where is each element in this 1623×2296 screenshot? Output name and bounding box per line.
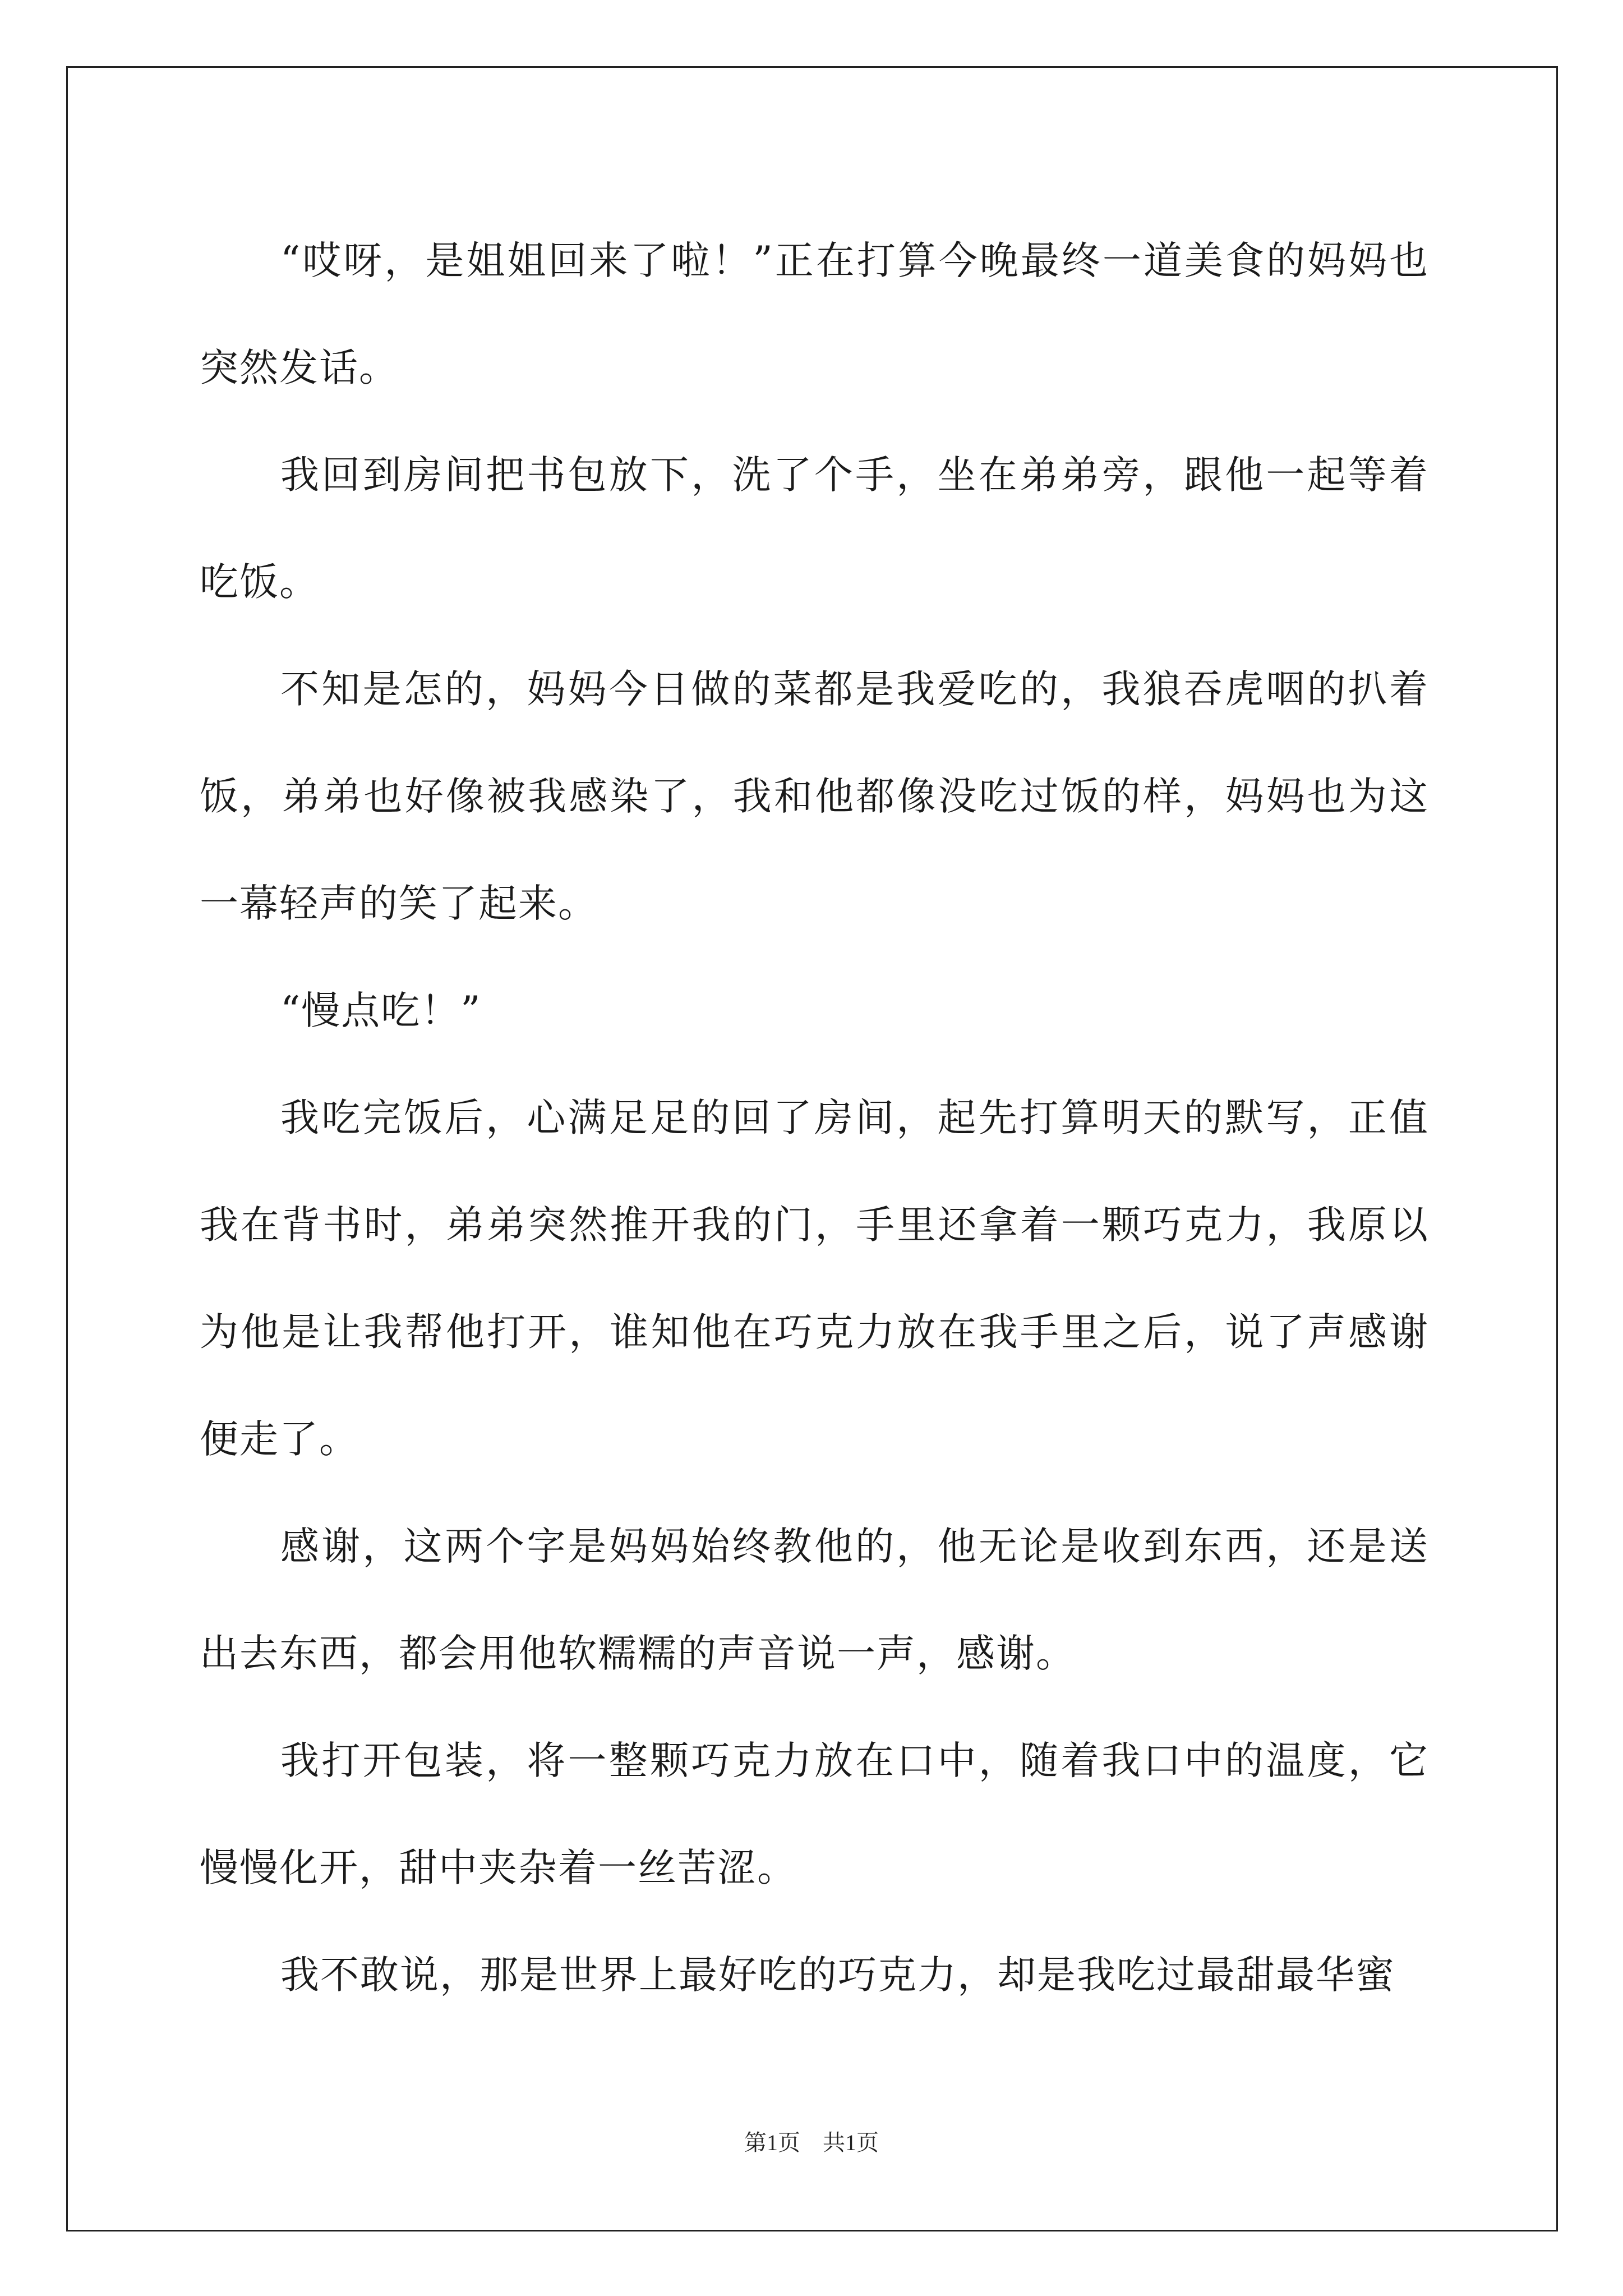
page-footer — [0, 2125, 1623, 2157]
paragraph: 不知是怎的，妈妈今日做的菜都是我爱吃的，我狼吞虎咽的扒着饭，弟弟也好像被我感染了，我和他都像没吃过饭的样，妈妈也为这一幕轻声的笑了起来。 — [200, 667, 1429, 926]
paragraph: 我打开包装，将一整颗巧克力放在口中，随着我口中的温度，它慢慢化开，甜中夹杂着一丝苦涩。 — [200, 1738, 1429, 1890]
page-total: 共1页 — [823, 2130, 879, 2155]
paragraph: 我不敢说，那是世界上最好吃的巧克力，却是我吃过最甜最华蜜 — [280, 1953, 1395, 1998]
paragraph: “慢点吃！” — [280, 988, 482, 1033]
paragraph: 感谢，这两个字是妈妈始终教他的，他无论是收到东西，还是送出去东西，都会用他软糯糯的声音说一声，感谢。 — [200, 1524, 1429, 1676]
page-number: 第1页 — [744, 2130, 800, 2155]
document-body — [200, 208, 1429, 2029]
paragraph: 我回到房间把书包放下，洗了个手，坐在弟弟旁，跟他一起等着吃饭。 — [200, 453, 1429, 605]
paragraph: 我吃完饭后，心满足足的回了房间，起先打算明天的默写，正值我在背书时，弟弟突然推开我的门，手里还拿着一颗巧克力，我原以为他是让我帮他打开，谁知他在巧克力放在我手里之后，说了声感谢便走了。 — [200, 1096, 1429, 1462]
paragraph: “哎呀，是姐姐回来了啦！”正在打算今晚最终一道美食的妈妈也突然发话。 — [200, 238, 1429, 390]
